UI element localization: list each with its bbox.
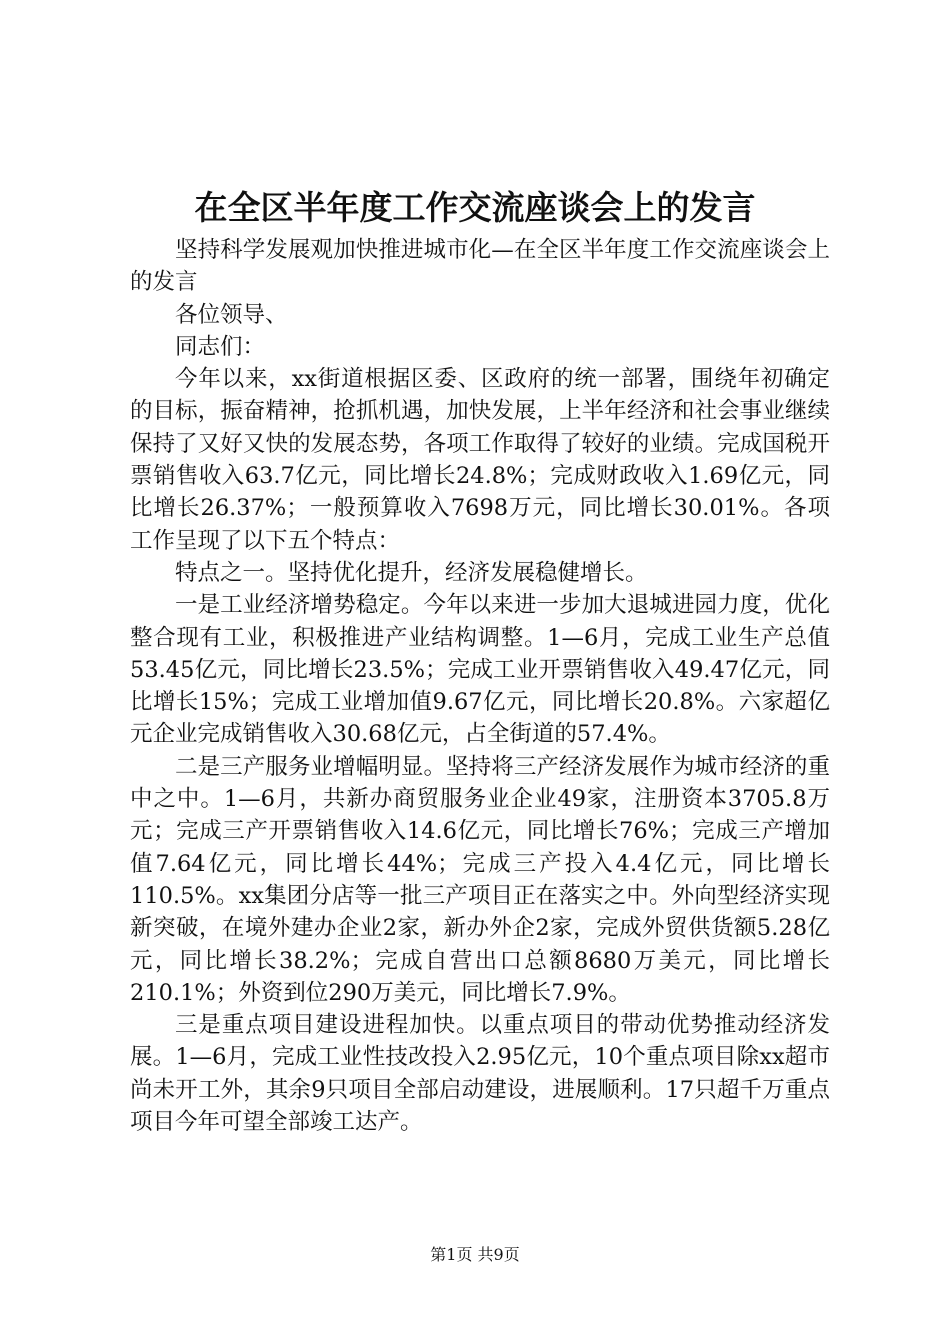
document-title: 在全区半年度工作交流座谈会上的发言 [194, 188, 756, 227]
paragraph-industry: 一是工业经济增势稳定。今年以来进一步加大退城进园力度，优化整合现有工业，积极推进产业结构调整。1—6月，完成工业生产总值53.45亿元，同比增长23.5%；完成工业开票销售收入49.47亿元，同比增长15%；完成工业增加值9.67亿元，同比增长20.8%。六家超亿元企业完成销售收入30.68亿元，占全街道的57.4%。 [130, 592, 830, 748]
paragraph-services: 二是三产服务业增幅明显。坚持将三产经济发展作为城市经济的重中之中。1—6月，共新办商贸服务业企业49家，注册资本3705.8万元；完成三产开票销售收入14.6亿元，同比增长76%；完成三产增加值7.64亿元，同比增长44%；完成三产投入4.4亿元，同比增长110.5%。xx集团分店等一批三产项目正在落实之中。外向型经济实现新突破，在境外建办企业2家，新办外企2家，完成外贸供货额5.28亿元，同比增长38.2%；完成自营出口总额8680万美元，同比增长210.1%；外资到位290万美元，同比增长7.9%。 [130, 753, 830, 1006]
document-body [130, 234, 830, 1138]
paragraph-subtitle: 坚持科学发展观加快推进城市化—在全区半年度工作交流座谈会上的发言 [130, 237, 830, 296]
paragraph-salutation-2: 同志们： [175, 333, 266, 360]
paragraph-feature-1: 特点之一。坚持优化提升，经济发展稳健增长。 [175, 559, 648, 586]
paragraph-intro: 今年以来，xx街道根据区委、区政府的统一部署，围绕年初确定的目标，振奋精神，抢抓机遇，加快发展，上半年经济和社会事业继续保持了又好又快的发展态势，各项工作取得了较好的业绩。完成国税开票销售收入63.7亿元，同比增长24.8%；完成财政收入1.69亿元，同比增长26.37%；一般预算收入7698万元，同比增长30.01%。各项工作呈现了以下五个特点： [130, 366, 830, 554]
paragraph-salutation-1: 各位领导、 [175, 301, 288, 328]
page-number: 第1页 共9页 [430, 1245, 520, 1264]
paragraph-key-projects: 三是重点项目建设进程加快。以重点项目的带动优势推动经济发展。1—6月，完成工业性技改投入2.95亿元，10个重点项目除xx超市尚未开工外，其余9只项目全部启动建设，进展顺利。17只超千万重点项目今年可望全部竣工达产。 [130, 1012, 830, 1136]
